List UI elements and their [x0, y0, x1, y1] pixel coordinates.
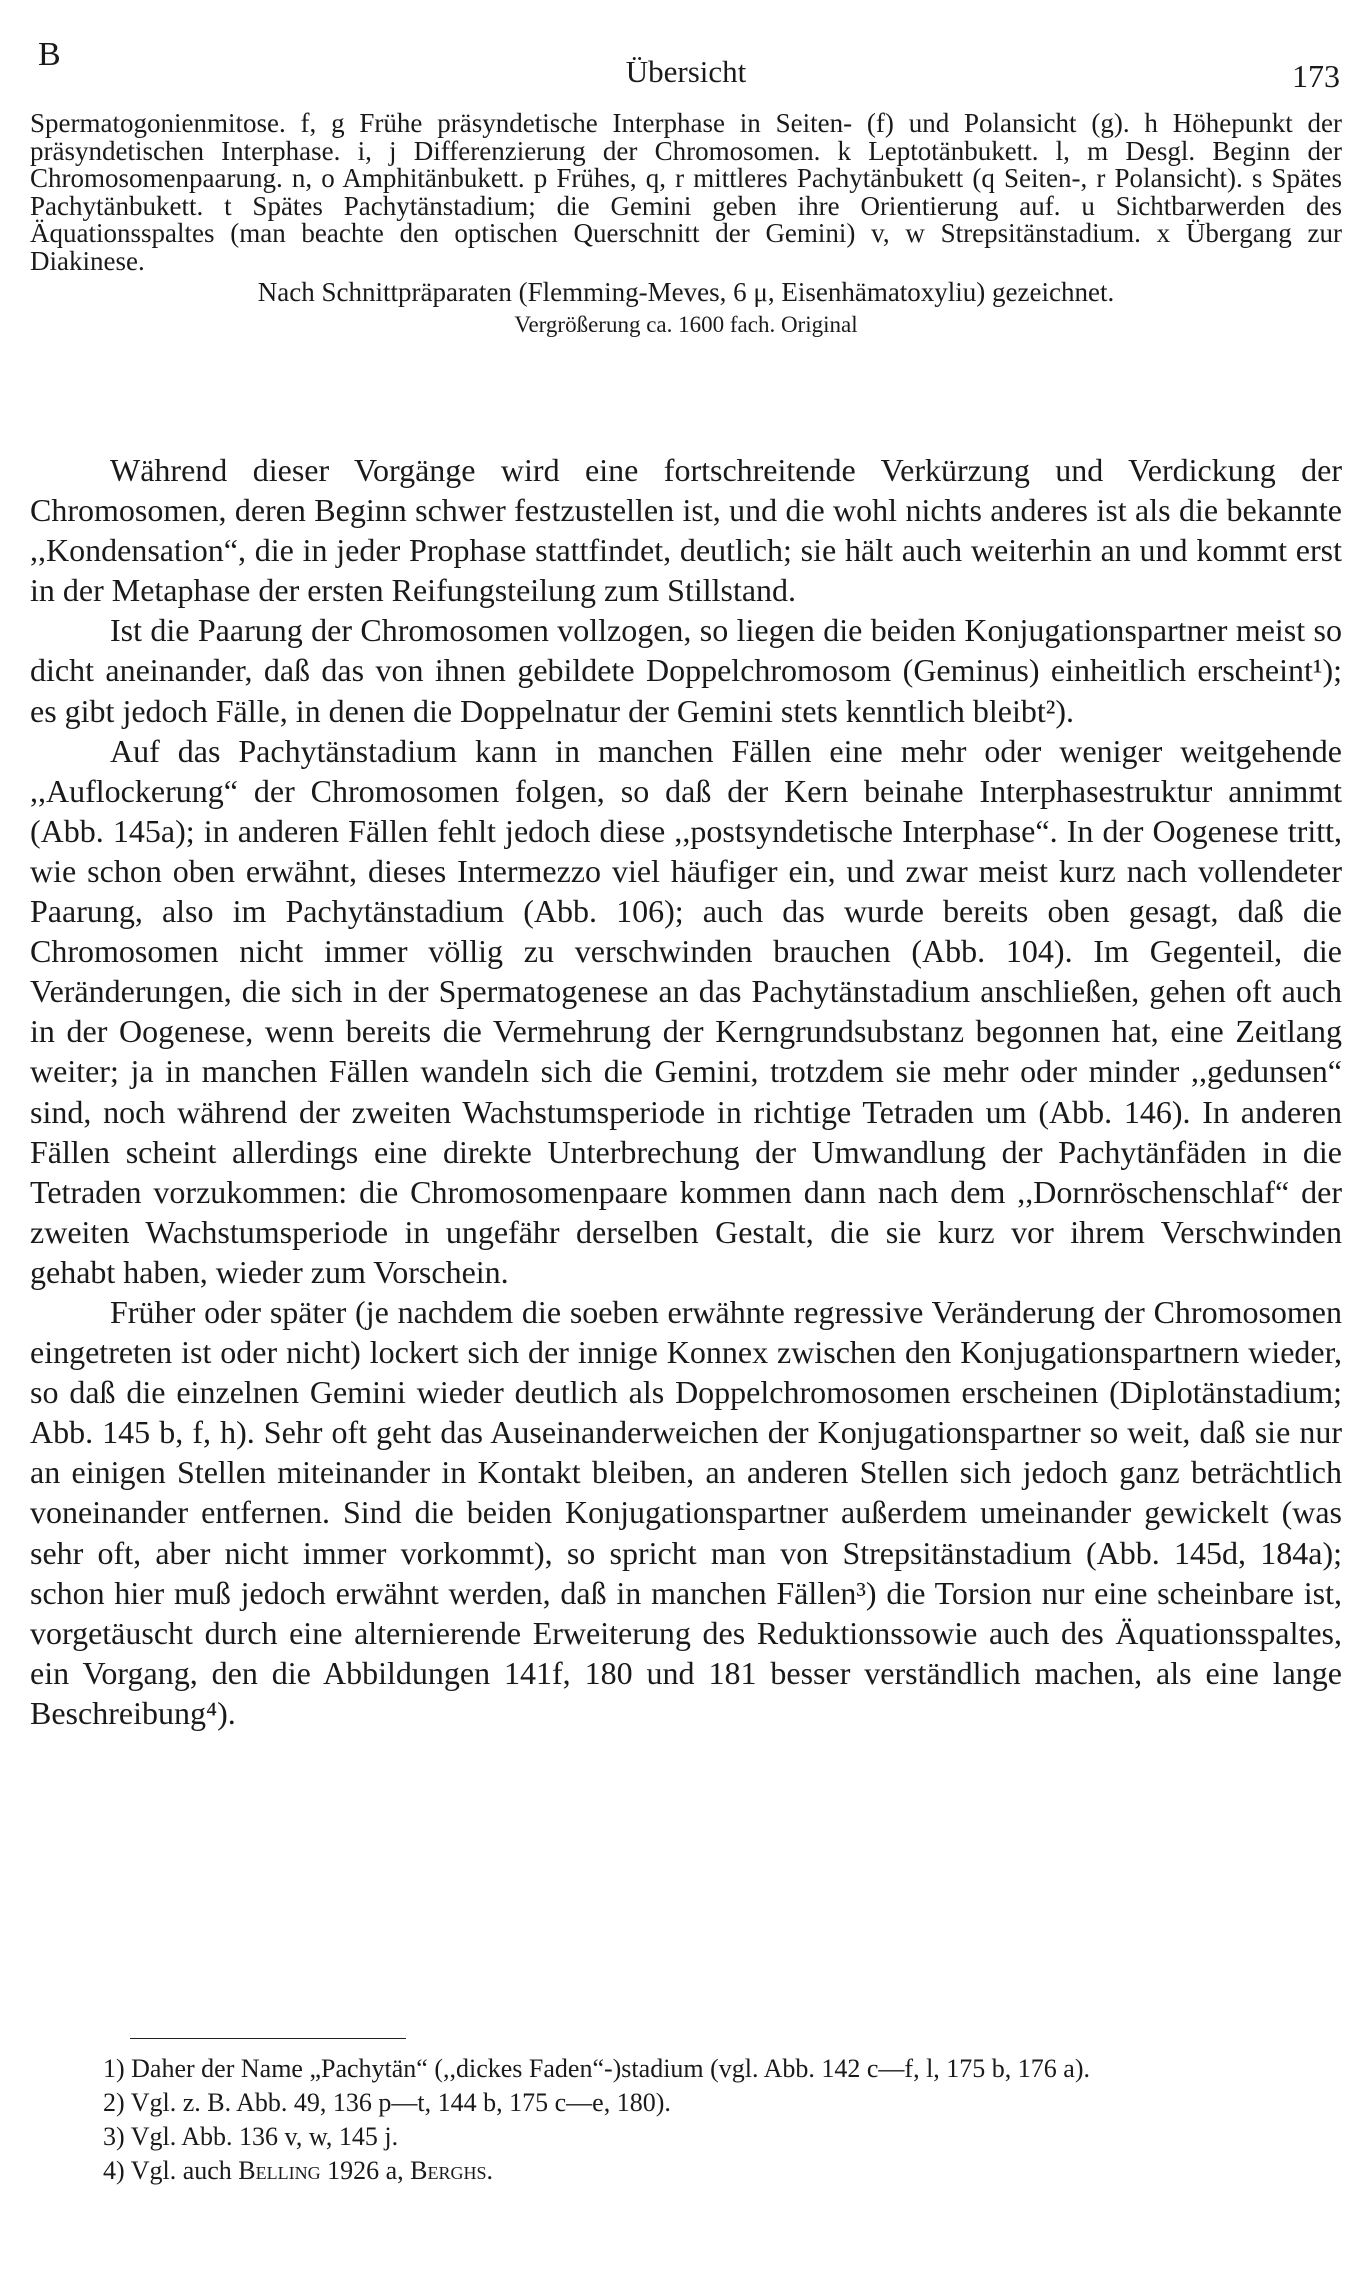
- caption-magnification: Vergrößerung ca. 1600 fach. Original: [514, 311, 858, 337]
- running-title: Übersicht: [625, 54, 747, 89]
- footnote-1: 1) Daher der Name „Pachytän“ (,,dickes Faden“-)stadium (vgl. Abb. 142 c—f, l, 175 b, 176 a).: [103, 2054, 1090, 2083]
- footnote-4: [30, 2154, 1342, 2188]
- paragraph: Auf das Pachytänstadium kann in manchen Fällen eine mehr oder weniger weitgehende ,,Auflockerung“ der Chromosomen folgen, so daß der Kern beinahe Interphasestruktur annimmt (Abb. 145a); in anderen Fällen fehlt jedoch diese ,,postsyndetische Interphase“. In der Oogenese tritt, wie schon oben erwähnt, dieses Intermezzo viel häufiger ein, und zwar meist kurz nach vollendeter Paarung, also im Pachytänstadium (Abb. 106); auch das wurde bereits oben gesagt, daß die Chromosomen nicht immer völlig zu verschwinden brauchen (Abb. 104). Im Gegenteil, die Veränderungen, die sich in der Spermatogenese an das Pachytänstadium anschließen, gehen oft auch in der Oogenese, wenn bereits die Vermehrung der Kerngrundsubstanz begonnen hat, eine Zeitlang weiter; ja in manchen Fällen wandeln sich die Gemini, trotzdem sie mehr oder minder ,,gedunsen“ sind, noch während der zweiten Wachstumsperiode in richtige Tetraden um (Abb. 146). In anderen Fällen scheint allerdings eine direkte Unterbrechung der Umwandlung der Pachytänfäden in die Tetraden vorzukommen: die Chromosomenpaare kommen dann nach dem ,,Dornröschenschlaf“ der zweiten Wachstumsperiode in ungefähr derselben Gestalt, die sie kurz vor ihrem Verschwinden gehabt haben, wieder zum Vorschein.: [30, 732, 1342, 1290]
- footnote-2: 2) Vgl. z. B. Abb. 49, 136 p—t, 144 b, 175 c—e, 180).: [103, 2088, 671, 2117]
- paragraph: Früher oder später (je nachdem die soeben erwähnte regressive Veränderung der Chromosomen eingetreten ist oder nicht) lockert sich der innige Konnex zwischen den Konjugationspartnern wieder, so daß die einzelnen Gemini wieder deutlich als Doppelchromosomen erscheinen (Diplotänstadium; Abb. 145 b, f, h). Sehr oft geht das Auseinanderweichen der Konjugationspartner so weit, daß sie nur an einigen Stellen miteinander in Kontakt bleiben, an anderen Stellen sich jedoch ganz beträchtlich voneinander entfernen. Sind die beiden Konjugationspartner außerdem umeinander gewickelt (was sehr oft, aber nicht immer vorkommt), so spricht man von Strepsitänstadium (Abb. 145d, 184a); schon hier muß jedoch erwähnt werden, daß in manchen Fällen³) die Torsion nur eine scheinbare ist, vorgetäuscht durch eine alternierende Erweiterung des Reduktionssowie auch des Äquationsspaltes, ein Vorgang, den die Abbildungen 141f, 180 und 181 besser verständlich machen, als eine lange Beschreibung⁴).: [30, 1293, 1342, 1731]
- footnote-separator: [130, 2038, 406, 2039]
- figure-caption: [30, 110, 1342, 341]
- footnote-4-year: 1926 a,: [327, 2156, 404, 2185]
- footnote-4-author-berghs: Berghs.: [410, 2156, 494, 2185]
- footnotes: [30, 2052, 1342, 2188]
- paragraph: Ist die Paarung der Chromosomen vollzogen, so liegen die beiden Konjugationspartner meist so dicht aneinander, daß das von ihnen gebildete Doppelchromosom (Geminus) einheitlich erscheint¹); es gibt jedoch Fälle, in denen die Doppelnatur der Gemini stets kenntlich bleibt²).: [30, 612, 1342, 729]
- footnote-4-prefix: 4) Vgl. auch: [103, 2156, 232, 2185]
- caption-preparation-note: Nach Schnittpräparaten (Flemming-Meves, 6 μ, Eisenhämatoxyliu) gezeichnet.: [257, 276, 1115, 307]
- page-header: [30, 22, 1342, 94]
- paragraph: Während dieser Vorgänge wird eine fortschreitende Verkürzung und Verdickung der Chromosomen, deren Beginn schwer festzustellen ist, und die wohl nichts anderes ist als die bekannte ,,Kondensation“, die in jeder Prophase stattfindet, deutlich; sie hält auch weiterhin an und kommt erst in der Metaphase der ersten Reifungsteilung zum Stillstand.: [30, 452, 1342, 609]
- caption-text: Spermatogonienmitose. f, g Frühe präsyndetische Interphase in Seiten- (f) und Polansicht (g). h Höhepunkt der präsyndetischen Interphase. i, j Differenzierung der Chromosomen. k Leptotänbukett. l, m Desgl. Beginn der Chromosomenpaarung. n, o Amphitänbukett. p Frühes, q, r mittleres Pachytänbukett (q Seiten-, r Polansicht). s Spätes Pachytänbukett. t Spätes Pachytänstadium; die Gemini geben ihre Orientierung auf. u Sichtbarwerden des Äquationsspaltes (man beachte den optischen Querschnitt der Gemini) v, w Strepsitänstadium. x Übergang zur Diakinese.: [30, 108, 1342, 276]
- body-text: [30, 450, 1342, 1733]
- signature-mark: B: [38, 36, 62, 73]
- page-number: 173: [1292, 58, 1340, 94]
- footnote-4-author-belling: Belling: [238, 2156, 321, 2185]
- footnote-3: 3) Vgl. Abb. 136 v, w, 145 j.: [103, 2122, 399, 2151]
